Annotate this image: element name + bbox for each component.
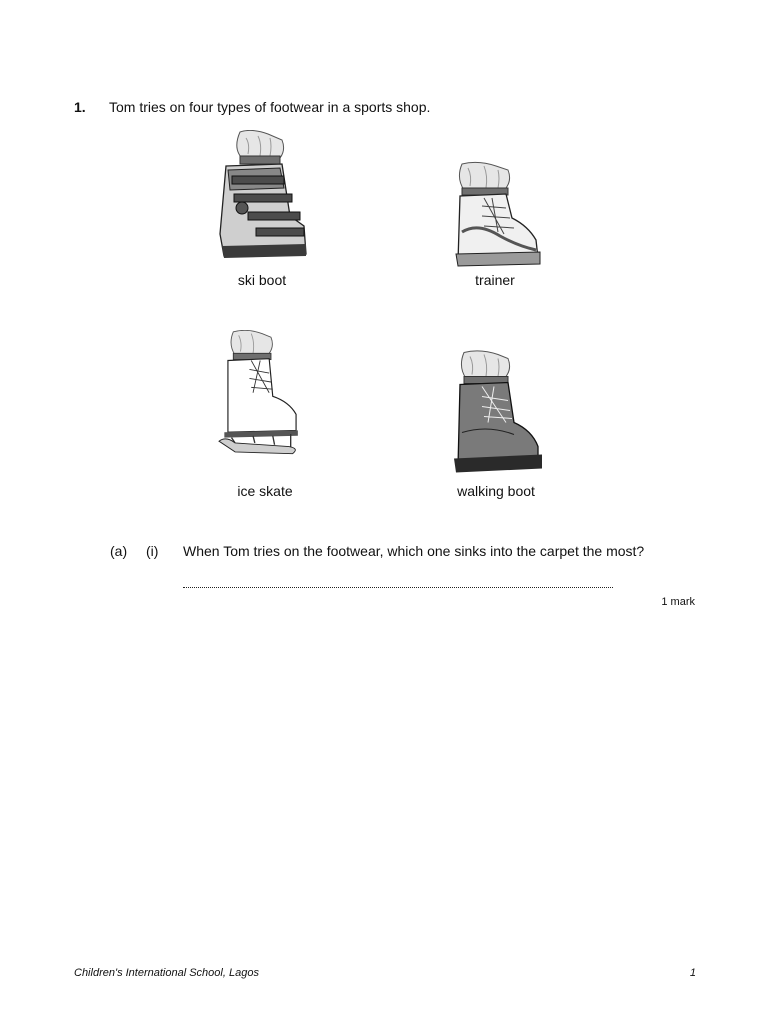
page-number: 1 [689, 967, 696, 979]
part-a-label: (a) [110, 543, 128, 559]
ski-boot-icon [212, 130, 312, 260]
part-a-question: When Tom tries on the footwear, which one sinks into the carpet the most? [183, 543, 645, 559]
trainer-label: trainer [475, 272, 515, 288]
part-i-label: (i) [146, 543, 159, 559]
question-intro: Tom tries on four types of footwear in a sports shop. [109, 99, 431, 115]
question-number: 1. [74, 99, 86, 115]
ski-boot-label: ski boot [237, 272, 287, 288]
ice-skate-label: ice skate [237, 483, 293, 499]
answer-line[interactable] [183, 575, 613, 588]
footer-school-name: Children's International School, Lagos [74, 967, 259, 979]
walking-boot-label: walking boot [457, 483, 535, 499]
trainer-icon [448, 152, 548, 282]
mark-allocation: 1 mark [661, 596, 695, 608]
walking-boot-icon [448, 348, 548, 478]
ice-skate-icon [212, 330, 312, 460]
